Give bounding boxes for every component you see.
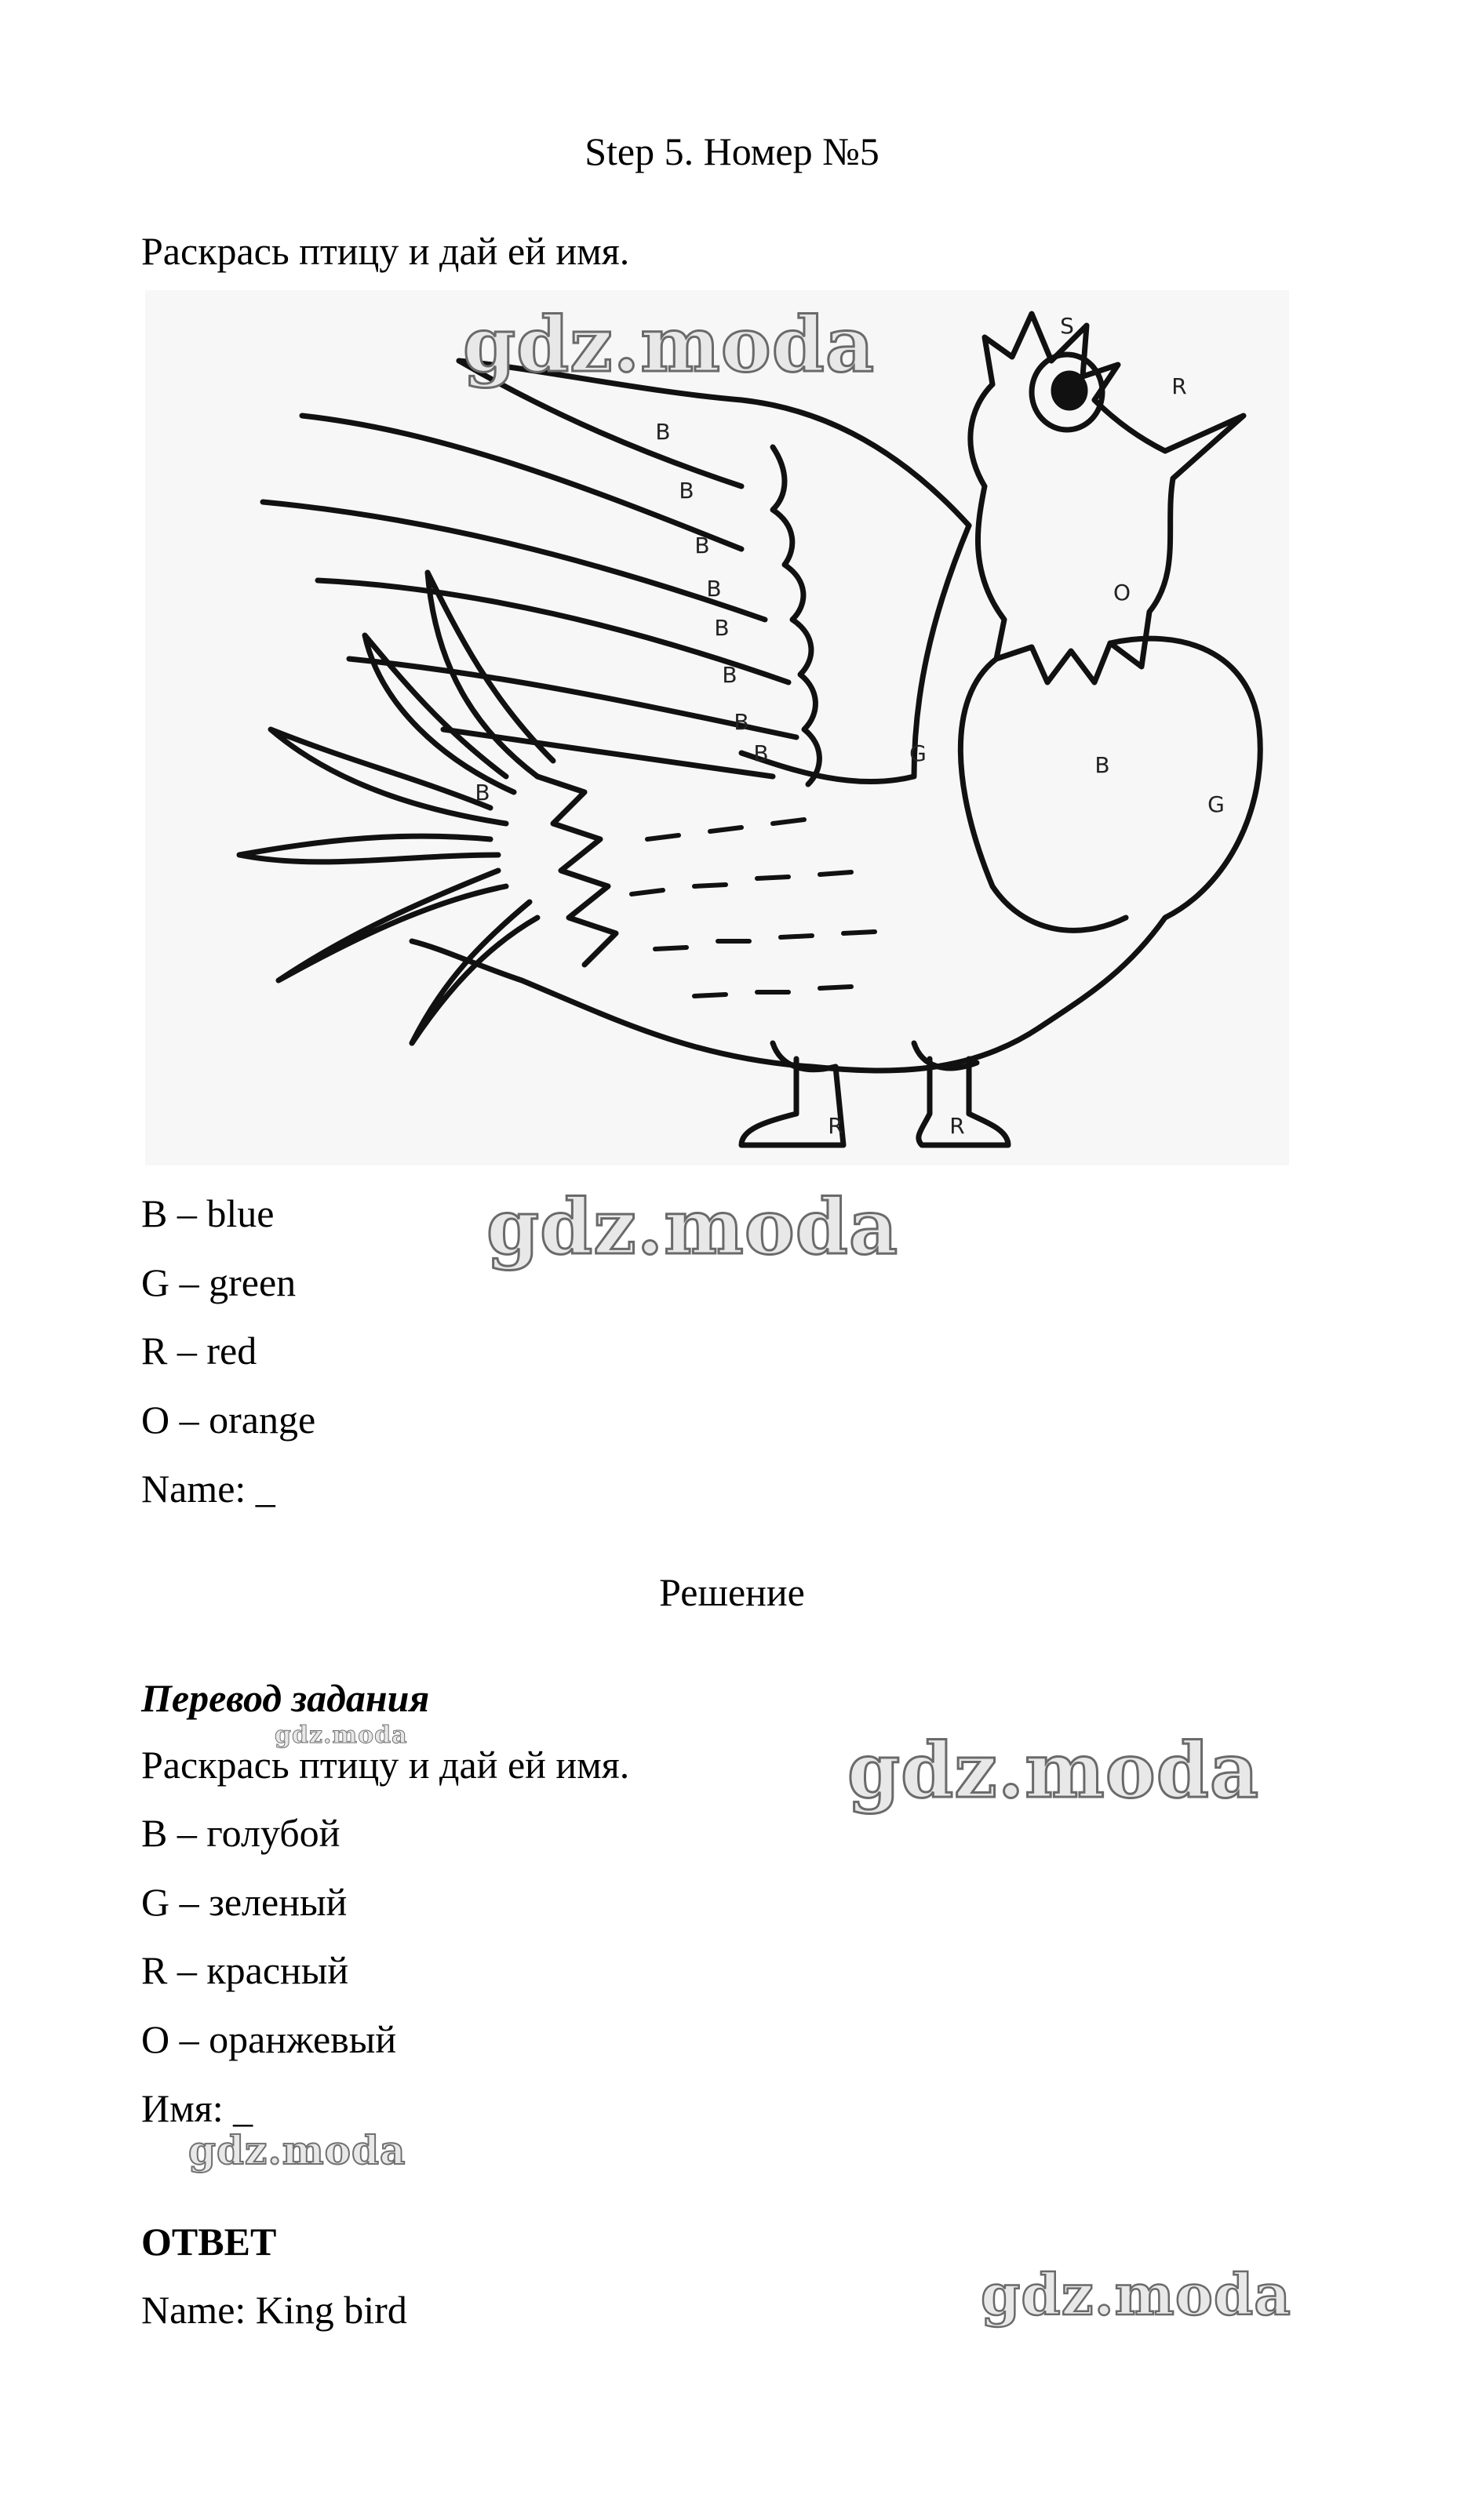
watermark: gdz.moda <box>981 2261 1291 2328</box>
watermark: gdz.moda <box>847 1726 1260 1815</box>
legend-blue: B – blue <box>141 1191 275 1235</box>
label-wing-8: B <box>753 740 769 766</box>
label-wing-2: B <box>679 478 694 504</box>
label-tail: B <box>475 780 490 805</box>
name-line: Name: _ <box>141 1467 275 1511</box>
answer-text: Name: King bird <box>141 2288 407 2332</box>
legend-green: G – green <box>141 1260 297 1304</box>
label-body: G <box>909 740 927 766</box>
label-wing-7: B <box>734 709 749 735</box>
translation-red: R – красный <box>141 1948 349 1992</box>
legend-red: R – red <box>141 1329 257 1373</box>
page-title: Step 5. Номер №5 <box>585 129 879 173</box>
label-wing-3: B <box>694 533 710 558</box>
watermark: gdz.moda <box>486 1183 899 1271</box>
label-wing-5: B <box>714 615 730 641</box>
bird-coloring-figure <box>145 290 1289 1165</box>
label-neck: O <box>1113 580 1131 605</box>
label-right-foot: R <box>949 1113 965 1139</box>
watermark: gdz.moda <box>188 2127 406 2173</box>
label-left-foot: R <box>828 1113 843 1139</box>
legend-orange: O – orange <box>141 1398 316 1442</box>
translation-blue: B – голубой <box>141 1811 341 1855</box>
label-wing-6: B <box>722 662 737 688</box>
solution-heading: Решение <box>659 1570 805 1614</box>
label-crown: S <box>1060 313 1074 339</box>
answer-heading: ОТВЕТ <box>141 2220 277 2264</box>
translation-name-line: Имя: _ <box>141 2086 253 2130</box>
watermark: gdz.moda <box>463 300 876 389</box>
translation-green: G – зеленый <box>141 1880 348 1924</box>
watermark: gdz.moda <box>275 1722 408 1749</box>
task-instruction: Раскрась птицу и дай ей имя. <box>141 229 630 273</box>
label-wing-1: B <box>655 419 671 445</box>
translation-instruction: Раскрась птицу и дай ей имя. <box>141 1743 630 1787</box>
label-breast: B <box>1094 752 1110 778</box>
label-back: G <box>1207 791 1225 817</box>
bird-drawing <box>145 290 1289 1165</box>
label-wing-4: B <box>706 576 722 602</box>
label-beak: R <box>1171 373 1187 399</box>
translation-heading: Перевод задания <box>141 1676 430 1720</box>
translation-orange: O – оранжевый <box>141 2017 397 2061</box>
